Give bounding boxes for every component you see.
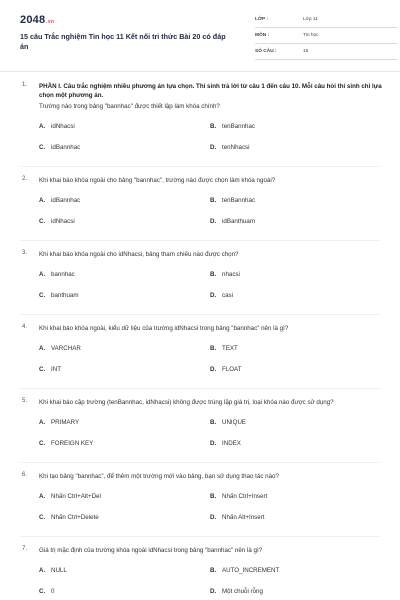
option-text: idBannhac <box>51 144 81 151</box>
option-c[interactable] <box>39 366 61 373</box>
option-label: A. <box>39 271 46 278</box>
question-number: 6. <box>22 472 28 478</box>
option-a[interactable] <box>39 123 75 130</box>
meta-value: Lớp 11 <box>303 17 318 22</box>
option-label: B. <box>210 567 217 574</box>
option-label: A. <box>39 567 46 574</box>
option-text: FLOAT <box>222 366 242 373</box>
question-number: 3. <box>22 250 28 256</box>
options <box>39 123 382 157</box>
question-text: Khi khai báo cặp trường (tenBannhac, idNhacsi) không được trùng lặp giá trị, loại khóa nào được sử dụng? <box>39 399 334 406</box>
option-label: C. <box>39 514 46 521</box>
question-text: Khi tạo bảng "bannhac", để thêm một trường mới vào bảng, bạn sử dụng thao tác nào? <box>39 473 279 480</box>
option-text: INT <box>51 366 61 373</box>
option-d[interactable] <box>210 218 255 225</box>
option-c[interactable] <box>39 440 93 447</box>
option-c[interactable] <box>39 292 79 299</box>
question-text: Khi khai báo khóa ngoài, kiểu dữ liệu của trường idNhacsi trong bảng "bannhac" nên là gì? <box>39 325 289 332</box>
option-label: B. <box>210 123 217 130</box>
option-b[interactable] <box>210 345 238 352</box>
option-label: D. <box>210 292 217 299</box>
meta-value: Tin học <box>303 33 319 38</box>
meta-row-class <box>255 14 397 28</box>
logo-suffix: .vn <box>46 19 55 25</box>
option-text: tenNhacsi <box>222 144 250 151</box>
option-text: UNIQUE <box>222 419 247 426</box>
option-b[interactable] <box>210 493 267 500</box>
option-label: C. <box>39 218 46 225</box>
option-text: TEXT <box>222 345 238 352</box>
site-logo[interactable] <box>20 14 54 26</box>
option-text: banthuam <box>51 292 79 299</box>
meta-row-subject <box>255 30 397 44</box>
question-number: 1. <box>22 82 28 88</box>
option-a[interactable] <box>39 419 79 426</box>
option-label: B. <box>210 271 217 278</box>
option-label: D. <box>210 514 217 521</box>
option-d[interactable] <box>210 588 263 595</box>
option-d[interactable] <box>210 144 250 151</box>
option-a[interactable] <box>39 197 80 204</box>
option-b[interactable] <box>210 123 255 130</box>
option-text: tenBannhac <box>222 197 256 204</box>
option-a[interactable] <box>39 567 67 574</box>
option-label: A. <box>39 493 46 500</box>
option-d[interactable] <box>210 292 233 299</box>
question-divider <box>20 314 380 315</box>
header-divider <box>0 71 400 72</box>
option-text: idNhacsi <box>51 218 75 225</box>
option-text: tenBannhac <box>222 123 256 130</box>
option-text: idNhacsi <box>51 123 75 130</box>
option-text: bannhac <box>51 271 75 278</box>
question-3 <box>20 250 382 305</box>
option-label: D. <box>210 366 217 373</box>
option-label: C. <box>39 292 46 299</box>
option-text: idBanthuam <box>222 218 256 225</box>
option-text: NULL <box>51 567 67 574</box>
logo-text: 2048 <box>20 14 46 26</box>
question-number: 2. <box>22 176 28 182</box>
question-text: Giá trị mặc định của trường khóa ngoài idNhacsi trong bảng "bannhac" nên là gì? <box>39 547 263 554</box>
meta-key: MÔN : <box>255 33 270 38</box>
option-label: A. <box>39 345 46 352</box>
option-text: casi <box>222 292 234 299</box>
meta-row-count <box>255 46 397 60</box>
question-5 <box>20 398 382 453</box>
question-text: Khi khai báo khóa ngoài cho bảng "bannhac", trường nào được chọn làm khóa ngoài? <box>39 177 276 184</box>
option-text: VARCHAR <box>51 345 81 352</box>
question-number: 5. <box>22 398 28 404</box>
option-b[interactable] <box>210 271 240 278</box>
option-d[interactable] <box>210 440 241 447</box>
option-c[interactable] <box>39 514 99 521</box>
option-d[interactable] <box>210 366 241 373</box>
option-a[interactable] <box>39 345 81 352</box>
question-number: 4. <box>22 324 28 330</box>
question-divider <box>20 462 380 463</box>
options <box>39 271 382 305</box>
option-label: D. <box>210 218 217 225</box>
option-text: Một chuỗi rỗng <box>222 588 263 595</box>
option-text: idBannhac <box>51 197 81 204</box>
option-b[interactable] <box>210 197 255 204</box>
option-c[interactable] <box>39 144 80 151</box>
option-label: B. <box>210 493 217 500</box>
option-a[interactable] <box>39 271 75 278</box>
option-label: C. <box>39 588 46 595</box>
option-label: C. <box>39 440 46 447</box>
options <box>39 567 382 600</box>
question-2 <box>20 176 382 231</box>
question-7 <box>20 546 382 600</box>
options <box>39 493 382 527</box>
option-text: FOREIGN KEY <box>51 440 94 447</box>
option-label: B. <box>210 419 217 426</box>
option-text: Nhấn Ctrl+Alt+Del <box>51 493 101 500</box>
option-text: nhacsi <box>222 271 240 278</box>
question-4 <box>20 324 382 379</box>
option-c[interactable] <box>39 218 75 225</box>
options <box>39 197 382 231</box>
meta-value: 15 <box>303 49 309 54</box>
option-a[interactable] <box>39 493 101 500</box>
question-text: Trường nào trong bảng "bannhac" được thiết lập làm khóa chính? <box>39 103 220 110</box>
option-label: D. <box>210 588 217 595</box>
option-label: A. <box>39 123 46 130</box>
option-b[interactable] <box>210 419 246 426</box>
option-c[interactable] <box>39 588 54 595</box>
option-d[interactable] <box>210 514 264 521</box>
option-label: A. <box>39 419 46 426</box>
option-text: PRIMARY <box>51 419 80 426</box>
option-label: B. <box>210 345 217 352</box>
option-text: INDEX <box>222 440 241 447</box>
option-label: A. <box>39 197 46 204</box>
option-text: 0 <box>51 588 55 595</box>
option-label: D. <box>210 440 217 447</box>
question-6 <box>20 472 382 527</box>
question-divider <box>20 536 380 537</box>
option-label: C. <box>39 144 46 151</box>
question-divider <box>20 388 380 389</box>
meta-panel <box>255 14 397 62</box>
meta-key: SỐ CÂU : <box>255 49 277 54</box>
option-label: C. <box>39 366 46 373</box>
option-label: D. <box>210 144 217 151</box>
document-title: 15 câu Trắc nghiệm Tin học 11 Kết nối tri thức Bài 20 có đáp án <box>20 32 226 51</box>
question-divider <box>20 166 380 167</box>
options <box>39 345 382 379</box>
question-1 <box>20 82 382 157</box>
page-header <box>20 14 382 62</box>
section-intro: PHẦN I. Câu trắc nghiệm nhiều phương án lựa chọn. Thí sinh trả lời từ câu 1 đến câu 10. Mỗi câu hỏi thí sinh chỉ lựa chọn một phương án. <box>39 83 382 99</box>
option-label: B. <box>210 197 217 204</box>
options <box>39 419 382 453</box>
option-text: Nhấn Ctrl+Insert <box>222 493 268 500</box>
question-text: Khi khai báo khóa ngoài cho idNhacsi, bảng tham chiếu nào được chọn? <box>39 251 239 258</box>
question-number: 7. <box>22 546 28 552</box>
question-list <box>0 82 400 600</box>
question-divider <box>20 240 380 241</box>
option-b[interactable] <box>210 567 279 574</box>
meta-key: LỚP : <box>255 17 269 22</box>
option-text: Nhấn Alt+Insert <box>222 514 265 521</box>
option-text: AUTO_INCREMENT <box>222 567 280 574</box>
option-text: Nhấn Ctrl+Delete <box>51 514 99 521</box>
